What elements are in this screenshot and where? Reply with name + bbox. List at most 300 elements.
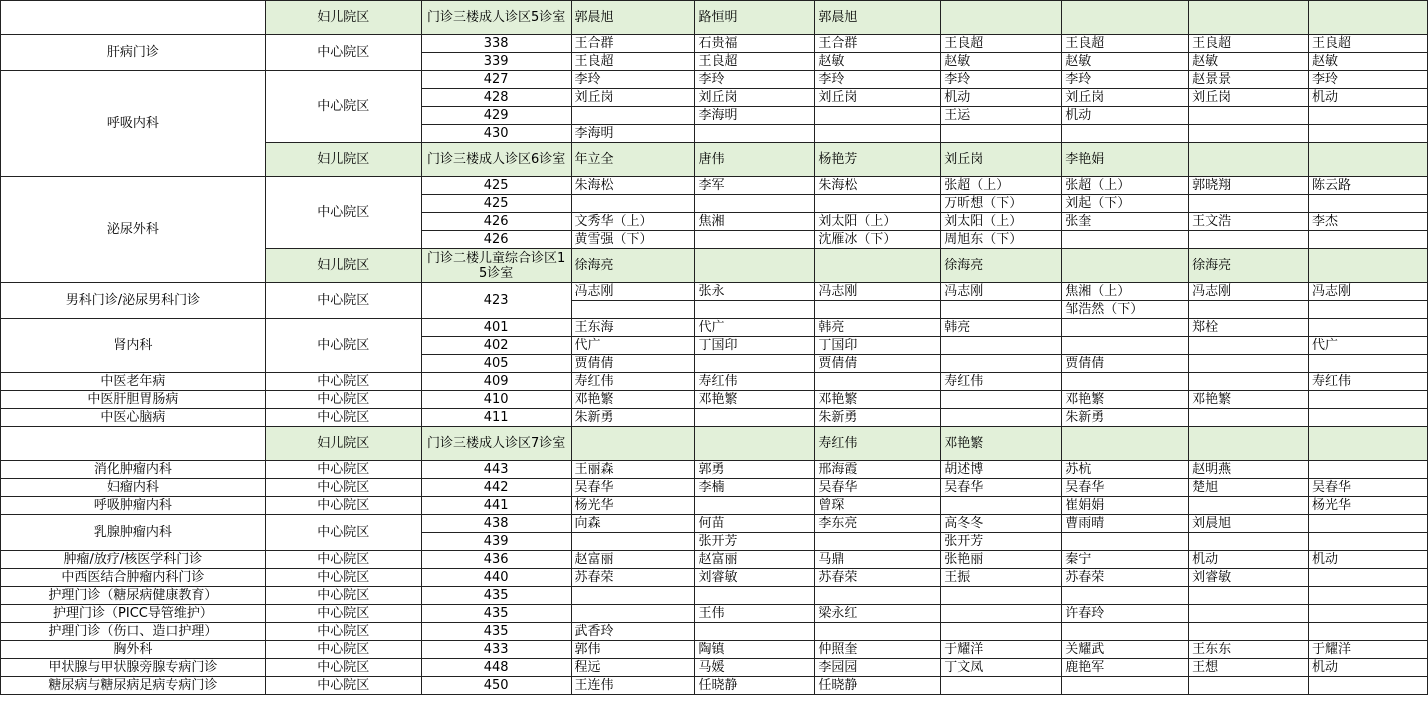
doctor-cell — [1309, 1, 1428, 35]
doctor-cell: 崔娟娟 — [1062, 497, 1189, 515]
department-cell — [1, 427, 266, 461]
campus-cell: 中心院区 — [265, 373, 421, 391]
doctor-cell — [941, 623, 1062, 641]
doctor-cell: 赵明燕 — [1189, 461, 1309, 479]
doctor-cell — [1189, 231, 1309, 249]
table-row — [1, 569, 1428, 587]
doctor-cell — [695, 497, 815, 515]
doctor-cell — [941, 355, 1062, 373]
doctor-cell — [1062, 319, 1189, 337]
doctor-cell — [1309, 605, 1428, 623]
room-cell: 450 — [421, 677, 571, 695]
doctor-cell: 李玲 — [815, 71, 941, 89]
doctor-cell — [1309, 533, 1428, 551]
doctor-cell: 任晓静 — [815, 677, 941, 695]
room-cell: 443 — [421, 461, 571, 479]
doctor-cell — [1189, 1, 1309, 35]
doctor-cell: 王丽森 — [571, 461, 695, 479]
doctor-cell: 代广 — [571, 337, 695, 355]
doctor-cell: 李海明 — [571, 125, 695, 143]
doctor-cell: 邓艳繁 — [941, 427, 1062, 461]
doctor-cell: 张超（上） — [1062, 177, 1189, 195]
room-cell: 426 — [421, 231, 571, 249]
doctor-cell: 秦宁 — [1062, 551, 1189, 569]
doctor-cell: 李楠 — [695, 479, 815, 497]
table-row — [1, 283, 1428, 301]
doctor-cell — [941, 301, 1062, 319]
doctor-cell — [571, 195, 695, 213]
doctor-cell: 王合群 — [815, 35, 941, 53]
room-cell: 401 — [421, 319, 571, 337]
doctor-cell: 王良超 — [1189, 35, 1309, 53]
doctor-cell: 李玲 — [1062, 71, 1189, 89]
doctor-cell — [1309, 515, 1428, 533]
table-row — [1, 497, 1428, 515]
department-cell: 甲状腺与甲状腺旁腺专病门诊 — [1, 659, 266, 677]
doctor-cell: 郭晨旭 — [571, 1, 695, 35]
room-cell: 430 — [421, 125, 571, 143]
doctor-cell — [941, 677, 1062, 695]
table-row — [1, 641, 1428, 659]
doctor-cell: 王振 — [941, 569, 1062, 587]
doctor-cell: 寿红伟 — [941, 373, 1062, 391]
doctor-cell: 王连伟 — [571, 677, 695, 695]
doctor-cell — [695, 125, 815, 143]
doctor-cell: 李玲 — [941, 71, 1062, 89]
doctor-cell: 王东东 — [1189, 641, 1309, 659]
doctor-cell: 李艳娟 — [1062, 143, 1189, 177]
room-cell: 410 — [421, 391, 571, 409]
campus-cell: 中心院区 — [265, 515, 421, 551]
doctor-cell — [695, 195, 815, 213]
doctor-cell — [1189, 301, 1309, 319]
department-cell: 糖尿病与糖尿病足病专病门诊 — [1, 677, 266, 695]
doctor-cell — [1062, 533, 1189, 551]
doctor-cell: 邢海霞 — [815, 461, 941, 479]
doctor-cell: 张开芳 — [695, 533, 815, 551]
doctor-cell — [695, 427, 815, 461]
doctor-cell — [695, 623, 815, 641]
table-row-highlight — [1, 427, 1428, 461]
doctor-cell — [1189, 497, 1309, 515]
doctor-cell: 王伟 — [695, 605, 815, 623]
doctor-cell: 唐伟 — [695, 143, 815, 177]
doctor-cell: 朱新勇 — [815, 409, 941, 427]
doctor-cell — [941, 391, 1062, 409]
doctor-cell — [1309, 461, 1428, 479]
campus-cell: 中心院区 — [265, 391, 421, 409]
doctor-cell: 赵敏 — [1189, 53, 1309, 71]
table-row — [1, 409, 1428, 427]
doctor-cell: 文秀华（上） — [571, 213, 695, 231]
doctor-cell — [1309, 143, 1428, 177]
doctor-cell — [1189, 337, 1309, 355]
doctor-cell: 吴春华 — [1062, 479, 1189, 497]
doctor-cell: 赵敏 — [815, 53, 941, 71]
doctor-cell: 周旭东（下） — [941, 231, 1062, 249]
doctor-cell — [815, 125, 941, 143]
doctor-cell: 冯志刚 — [1309, 283, 1428, 301]
doctor-cell: 机动 — [1189, 551, 1309, 569]
department-cell: 肝病门诊 — [1, 35, 266, 71]
doctor-cell: 邓艳繁 — [1189, 391, 1309, 409]
doctor-cell: 机动 — [1309, 659, 1428, 677]
doctor-cell: 吴春华 — [815, 479, 941, 497]
doctor-cell: 赵富丽 — [695, 551, 815, 569]
doctor-cell: 刘睿敏 — [1189, 569, 1309, 587]
doctor-cell — [1189, 143, 1309, 177]
doctor-cell: 冯志刚 — [1189, 283, 1309, 301]
doctor-cell — [1189, 427, 1309, 461]
doctor-cell — [941, 337, 1062, 355]
campus-cell: 妇儿院区 — [265, 249, 421, 283]
room-cell: 435 — [421, 605, 571, 623]
room-cell: 门诊三楼成人诊区6诊室 — [421, 143, 571, 177]
doctor-cell — [695, 301, 815, 319]
doctor-cell: 丁国印 — [815, 337, 941, 355]
doctor-cell — [1309, 249, 1428, 283]
campus-cell: 中心院区 — [265, 605, 421, 623]
doctor-cell: 焦湘 — [695, 213, 815, 231]
doctor-cell: 郭晓翔 — [1189, 177, 1309, 195]
doctor-cell — [1189, 355, 1309, 373]
department-cell: 中医肝胆胃肠病 — [1, 391, 266, 409]
doctor-cell: 任晓静 — [695, 677, 815, 695]
doctor-cell: 寿红伟 — [1309, 373, 1428, 391]
doctor-cell — [1189, 623, 1309, 641]
campus-cell: 妇儿院区 — [265, 427, 421, 461]
doctor-cell: 冯志刚 — [815, 283, 941, 301]
doctor-cell — [1309, 125, 1428, 143]
doctor-cell — [815, 587, 941, 605]
room-cell: 436 — [421, 551, 571, 569]
doctor-cell: 刘丘岗 — [941, 143, 1062, 177]
doctor-cell: 李东亮 — [815, 515, 941, 533]
table-row — [1, 623, 1428, 641]
doctor-cell: 刘丘岗 — [815, 89, 941, 107]
table-row — [1, 479, 1428, 497]
department-cell — [1, 1, 266, 35]
doctor-cell: 邓艳繁 — [1062, 391, 1189, 409]
doctor-cell: 楚旭 — [1189, 479, 1309, 497]
department-cell: 肿瘤/放疗/核医学科门诊 — [1, 551, 266, 569]
doctor-cell — [815, 249, 941, 283]
doctor-cell — [1062, 677, 1189, 695]
doctor-cell: 邓艳繁 — [815, 391, 941, 409]
doctor-cell: 李玲 — [695, 71, 815, 89]
doctor-cell: 李海明 — [695, 107, 815, 125]
doctor-cell: 寿红伟 — [571, 373, 695, 391]
doctor-cell: 丁国印 — [695, 337, 815, 355]
doctor-cell: 朱海松 — [815, 177, 941, 195]
doctor-cell: 冯志刚 — [941, 283, 1062, 301]
doctor-cell: 王良超 — [571, 53, 695, 71]
doctor-cell: 梁永红 — [815, 605, 941, 623]
room-cell: 门诊二楼儿童综合诊区15诊室 — [421, 249, 571, 283]
doctor-cell: 赵敏 — [1062, 53, 1189, 71]
doctor-cell — [1189, 605, 1309, 623]
department-cell: 妇瘤内科 — [1, 479, 266, 497]
doctor-cell: 仲照奎 — [815, 641, 941, 659]
room-cell: 423 — [421, 283, 571, 319]
doctor-cell: 王良超 — [1062, 35, 1189, 53]
doctor-cell: 赵敏 — [1309, 53, 1428, 71]
department-cell: 护理门诊（伤口、造口护理） — [1, 623, 266, 641]
department-cell: 消化肿瘤内科 — [1, 461, 266, 479]
room-cell: 429 — [421, 107, 571, 125]
doctor-cell: 刘太阳（上） — [815, 213, 941, 231]
room-cell: 427 — [421, 71, 571, 89]
campus-cell: 中心院区 — [265, 497, 421, 515]
doctor-cell: 王文浩 — [1189, 213, 1309, 231]
room-cell: 409 — [421, 373, 571, 391]
room-cell: 435 — [421, 587, 571, 605]
doctor-cell — [1309, 195, 1428, 213]
doctor-cell: 王想 — [1189, 659, 1309, 677]
doctor-cell: 冯志刚 — [571, 283, 695, 301]
doctor-cell — [571, 533, 695, 551]
doctor-cell: 寿红伟 — [815, 427, 941, 461]
doctor-cell: 高冬冬 — [941, 515, 1062, 533]
doctor-cell: 李杰 — [1309, 213, 1428, 231]
doctor-cell — [1189, 587, 1309, 605]
doctor-cell — [1062, 337, 1189, 355]
doctor-cell: 曹雨晴 — [1062, 515, 1189, 533]
room-cell: 411 — [421, 409, 571, 427]
doctor-cell: 许春玲 — [1062, 605, 1189, 623]
room-cell: 425 — [421, 195, 571, 213]
doctor-cell: 张奎 — [1062, 213, 1189, 231]
doctor-cell: 陶镇 — [695, 641, 815, 659]
doctor-cell: 贾倩倩 — [1062, 355, 1189, 373]
room-cell: 428 — [421, 89, 571, 107]
doctor-cell — [695, 231, 815, 249]
schedule-body — [1, 1, 1428, 695]
doctor-cell: 丁文凤 — [941, 659, 1062, 677]
doctor-cell: 曾琛 — [815, 497, 941, 515]
doctor-cell: 苏春荣 — [1062, 569, 1189, 587]
room-cell: 门诊三楼成人诊区5诊室 — [421, 1, 571, 35]
doctor-cell: 马鼎 — [815, 551, 941, 569]
room-cell: 426 — [421, 213, 571, 231]
doctor-cell — [1189, 409, 1309, 427]
room-cell: 门诊三楼成人诊区7诊室 — [421, 427, 571, 461]
doctor-cell — [1309, 677, 1428, 695]
doctor-cell: 徐海亮 — [571, 249, 695, 283]
doctor-cell: 苏春荣 — [815, 569, 941, 587]
doctor-cell: 朱新勇 — [1062, 409, 1189, 427]
campus-cell: 中心院区 — [265, 177, 421, 249]
doctor-cell: 陈云路 — [1309, 177, 1428, 195]
campus-cell: 中心院区 — [265, 641, 421, 659]
doctor-cell — [941, 587, 1062, 605]
doctor-cell: 韩亮 — [815, 319, 941, 337]
doctor-cell — [1062, 1, 1189, 35]
doctor-cell: 刘丘岗 — [695, 89, 815, 107]
table-row — [1, 177, 1428, 195]
doctor-cell — [1309, 107, 1428, 125]
doctor-cell — [941, 1, 1062, 35]
doctor-cell: 何苗 — [695, 515, 815, 533]
doctor-cell: 苏杭 — [1062, 461, 1189, 479]
doctor-cell: 吴春华 — [1309, 479, 1428, 497]
doctor-cell — [1309, 391, 1428, 409]
doctor-cell — [1309, 569, 1428, 587]
doctor-cell: 机动 — [941, 89, 1062, 107]
doctor-cell: 于耀洋 — [941, 641, 1062, 659]
table-row-highlight — [1, 1, 1428, 35]
room-cell: 433 — [421, 641, 571, 659]
doctor-cell: 赵景景 — [1189, 71, 1309, 89]
doctor-cell: 马媛 — [695, 659, 815, 677]
doctor-cell: 刘丘岗 — [1062, 89, 1189, 107]
doctor-cell: 郭伟 — [571, 641, 695, 659]
doctor-cell: 石贵福 — [695, 35, 815, 53]
doctor-cell: 张永 — [695, 283, 815, 301]
campus-cell: 中心院区 — [265, 659, 421, 677]
doctor-cell: 王良超 — [1309, 35, 1428, 53]
doctor-cell — [1189, 195, 1309, 213]
room-cell: 439 — [421, 533, 571, 551]
doctor-cell — [571, 605, 695, 623]
doctor-cell: 朱海松 — [571, 177, 695, 195]
doctor-cell — [1309, 231, 1428, 249]
doctor-cell — [1062, 231, 1189, 249]
doctor-cell: 朱新勇 — [571, 409, 695, 427]
doctor-cell: 张艳丽 — [941, 551, 1062, 569]
doctor-cell: 万昕想（下） — [941, 195, 1062, 213]
doctor-cell: 吴春华 — [941, 479, 1062, 497]
doctor-cell: 代广 — [695, 319, 815, 337]
campus-cell: 中心院区 — [265, 587, 421, 605]
room-cell: 339 — [421, 53, 571, 71]
doctor-cell — [695, 249, 815, 283]
doctor-cell: 张开芳 — [941, 533, 1062, 551]
doctor-cell: 黄雪强（下） — [571, 231, 695, 249]
room-cell: 448 — [421, 659, 571, 677]
department-cell: 呼吸内科 — [1, 71, 266, 177]
doctor-cell: 于耀洋 — [1309, 641, 1428, 659]
doctor-cell: 刘起（下） — [1062, 195, 1189, 213]
doctor-cell: 王合群 — [571, 35, 695, 53]
doctor-cell: 王运 — [941, 107, 1062, 125]
table-row — [1, 319, 1428, 337]
doctor-cell — [1062, 373, 1189, 391]
room-cell: 425 — [421, 177, 571, 195]
doctor-cell — [815, 195, 941, 213]
doctor-cell: 邹浩然（下） — [1062, 301, 1189, 319]
doctor-cell — [1062, 623, 1189, 641]
doctor-cell: 刘丘岗 — [571, 89, 695, 107]
doctor-cell — [815, 107, 941, 125]
doctor-cell — [1062, 427, 1189, 461]
room-cell: 440 — [421, 569, 571, 587]
campus-cell: 中心院区 — [265, 569, 421, 587]
doctor-cell: 鹿艳军 — [1062, 659, 1189, 677]
doctor-cell — [571, 301, 695, 319]
doctor-cell: 王东海 — [571, 319, 695, 337]
campus-cell: 中心院区 — [265, 319, 421, 373]
doctor-cell: 胡述博 — [941, 461, 1062, 479]
doctor-cell: 赵敏 — [941, 53, 1062, 71]
doctor-cell — [941, 125, 1062, 143]
doctor-cell — [1309, 301, 1428, 319]
campus-cell: 中心院区 — [265, 461, 421, 479]
doctor-cell: 郭晨旭 — [815, 1, 941, 35]
doctor-cell — [1309, 355, 1428, 373]
doctor-cell: 郑栓 — [1189, 319, 1309, 337]
campus-cell: 中心院区 — [265, 551, 421, 569]
doctor-cell — [695, 587, 815, 605]
doctor-cell — [1189, 107, 1309, 125]
doctor-cell: 寿红伟 — [695, 373, 815, 391]
doctor-cell: 李玲 — [1309, 71, 1428, 89]
doctor-cell: 王良超 — [695, 53, 815, 71]
doctor-cell: 李玲 — [571, 71, 695, 89]
doctor-cell — [571, 427, 695, 461]
doctor-cell: 郭勇 — [695, 461, 815, 479]
doctor-cell — [1309, 319, 1428, 337]
doctor-cell: 刘晨旭 — [1189, 515, 1309, 533]
doctor-cell — [941, 605, 1062, 623]
doctor-cell: 徐海亮 — [941, 249, 1062, 283]
table-row — [1, 677, 1428, 695]
table-row — [1, 659, 1428, 677]
doctor-cell: 邓艳繁 — [571, 391, 695, 409]
department-cell: 中西医结合肿瘤内科门诊 — [1, 569, 266, 587]
doctor-cell: 沈雁冰（下） — [815, 231, 941, 249]
department-cell: 中医心脑病 — [1, 409, 266, 427]
department-cell: 泌尿外科 — [1, 177, 266, 283]
doctor-cell: 杨艳芳 — [815, 143, 941, 177]
doctor-cell — [571, 587, 695, 605]
doctor-cell — [1189, 373, 1309, 391]
department-cell: 胸外科 — [1, 641, 266, 659]
doctor-cell — [815, 623, 941, 641]
table-row — [1, 35, 1428, 53]
doctor-cell — [1309, 623, 1428, 641]
doctor-cell — [695, 409, 815, 427]
doctor-cell: 杨光华 — [571, 497, 695, 515]
table-row — [1, 605, 1428, 623]
doctor-cell — [571, 107, 695, 125]
doctor-cell: 张超（上） — [941, 177, 1062, 195]
doctor-cell: 机动 — [1309, 89, 1428, 107]
campus-cell: 中心院区 — [265, 71, 421, 143]
doctor-cell: 赵富丽 — [571, 551, 695, 569]
room-cell: 441 — [421, 497, 571, 515]
doctor-cell: 徐海亮 — [1189, 249, 1309, 283]
doctor-cell: 苏春荣 — [571, 569, 695, 587]
table-row — [1, 587, 1428, 605]
room-cell: 402 — [421, 337, 571, 355]
department-cell: 乳腺肿瘤内科 — [1, 515, 266, 551]
table-row — [1, 461, 1428, 479]
department-cell: 男科门诊/泌尿男科门诊 — [1, 283, 266, 319]
doctor-cell: 贾倩倩 — [815, 355, 941, 373]
doctor-cell: 刘太阳（上） — [941, 213, 1062, 231]
doctor-cell: 焦湘（上） — [1062, 283, 1189, 301]
table-row — [1, 373, 1428, 391]
doctor-cell: 年立全 — [571, 143, 695, 177]
doctor-cell: 贾倩倩 — [571, 355, 695, 373]
campus-cell: 妇儿院区 — [265, 1, 421, 35]
doctor-cell: 刘睿敏 — [695, 569, 815, 587]
campus-cell: 中心院区 — [265, 677, 421, 695]
campus-cell: 中心院区 — [265, 409, 421, 427]
doctor-cell: 程远 — [571, 659, 695, 677]
doctor-cell: 韩亮 — [941, 319, 1062, 337]
